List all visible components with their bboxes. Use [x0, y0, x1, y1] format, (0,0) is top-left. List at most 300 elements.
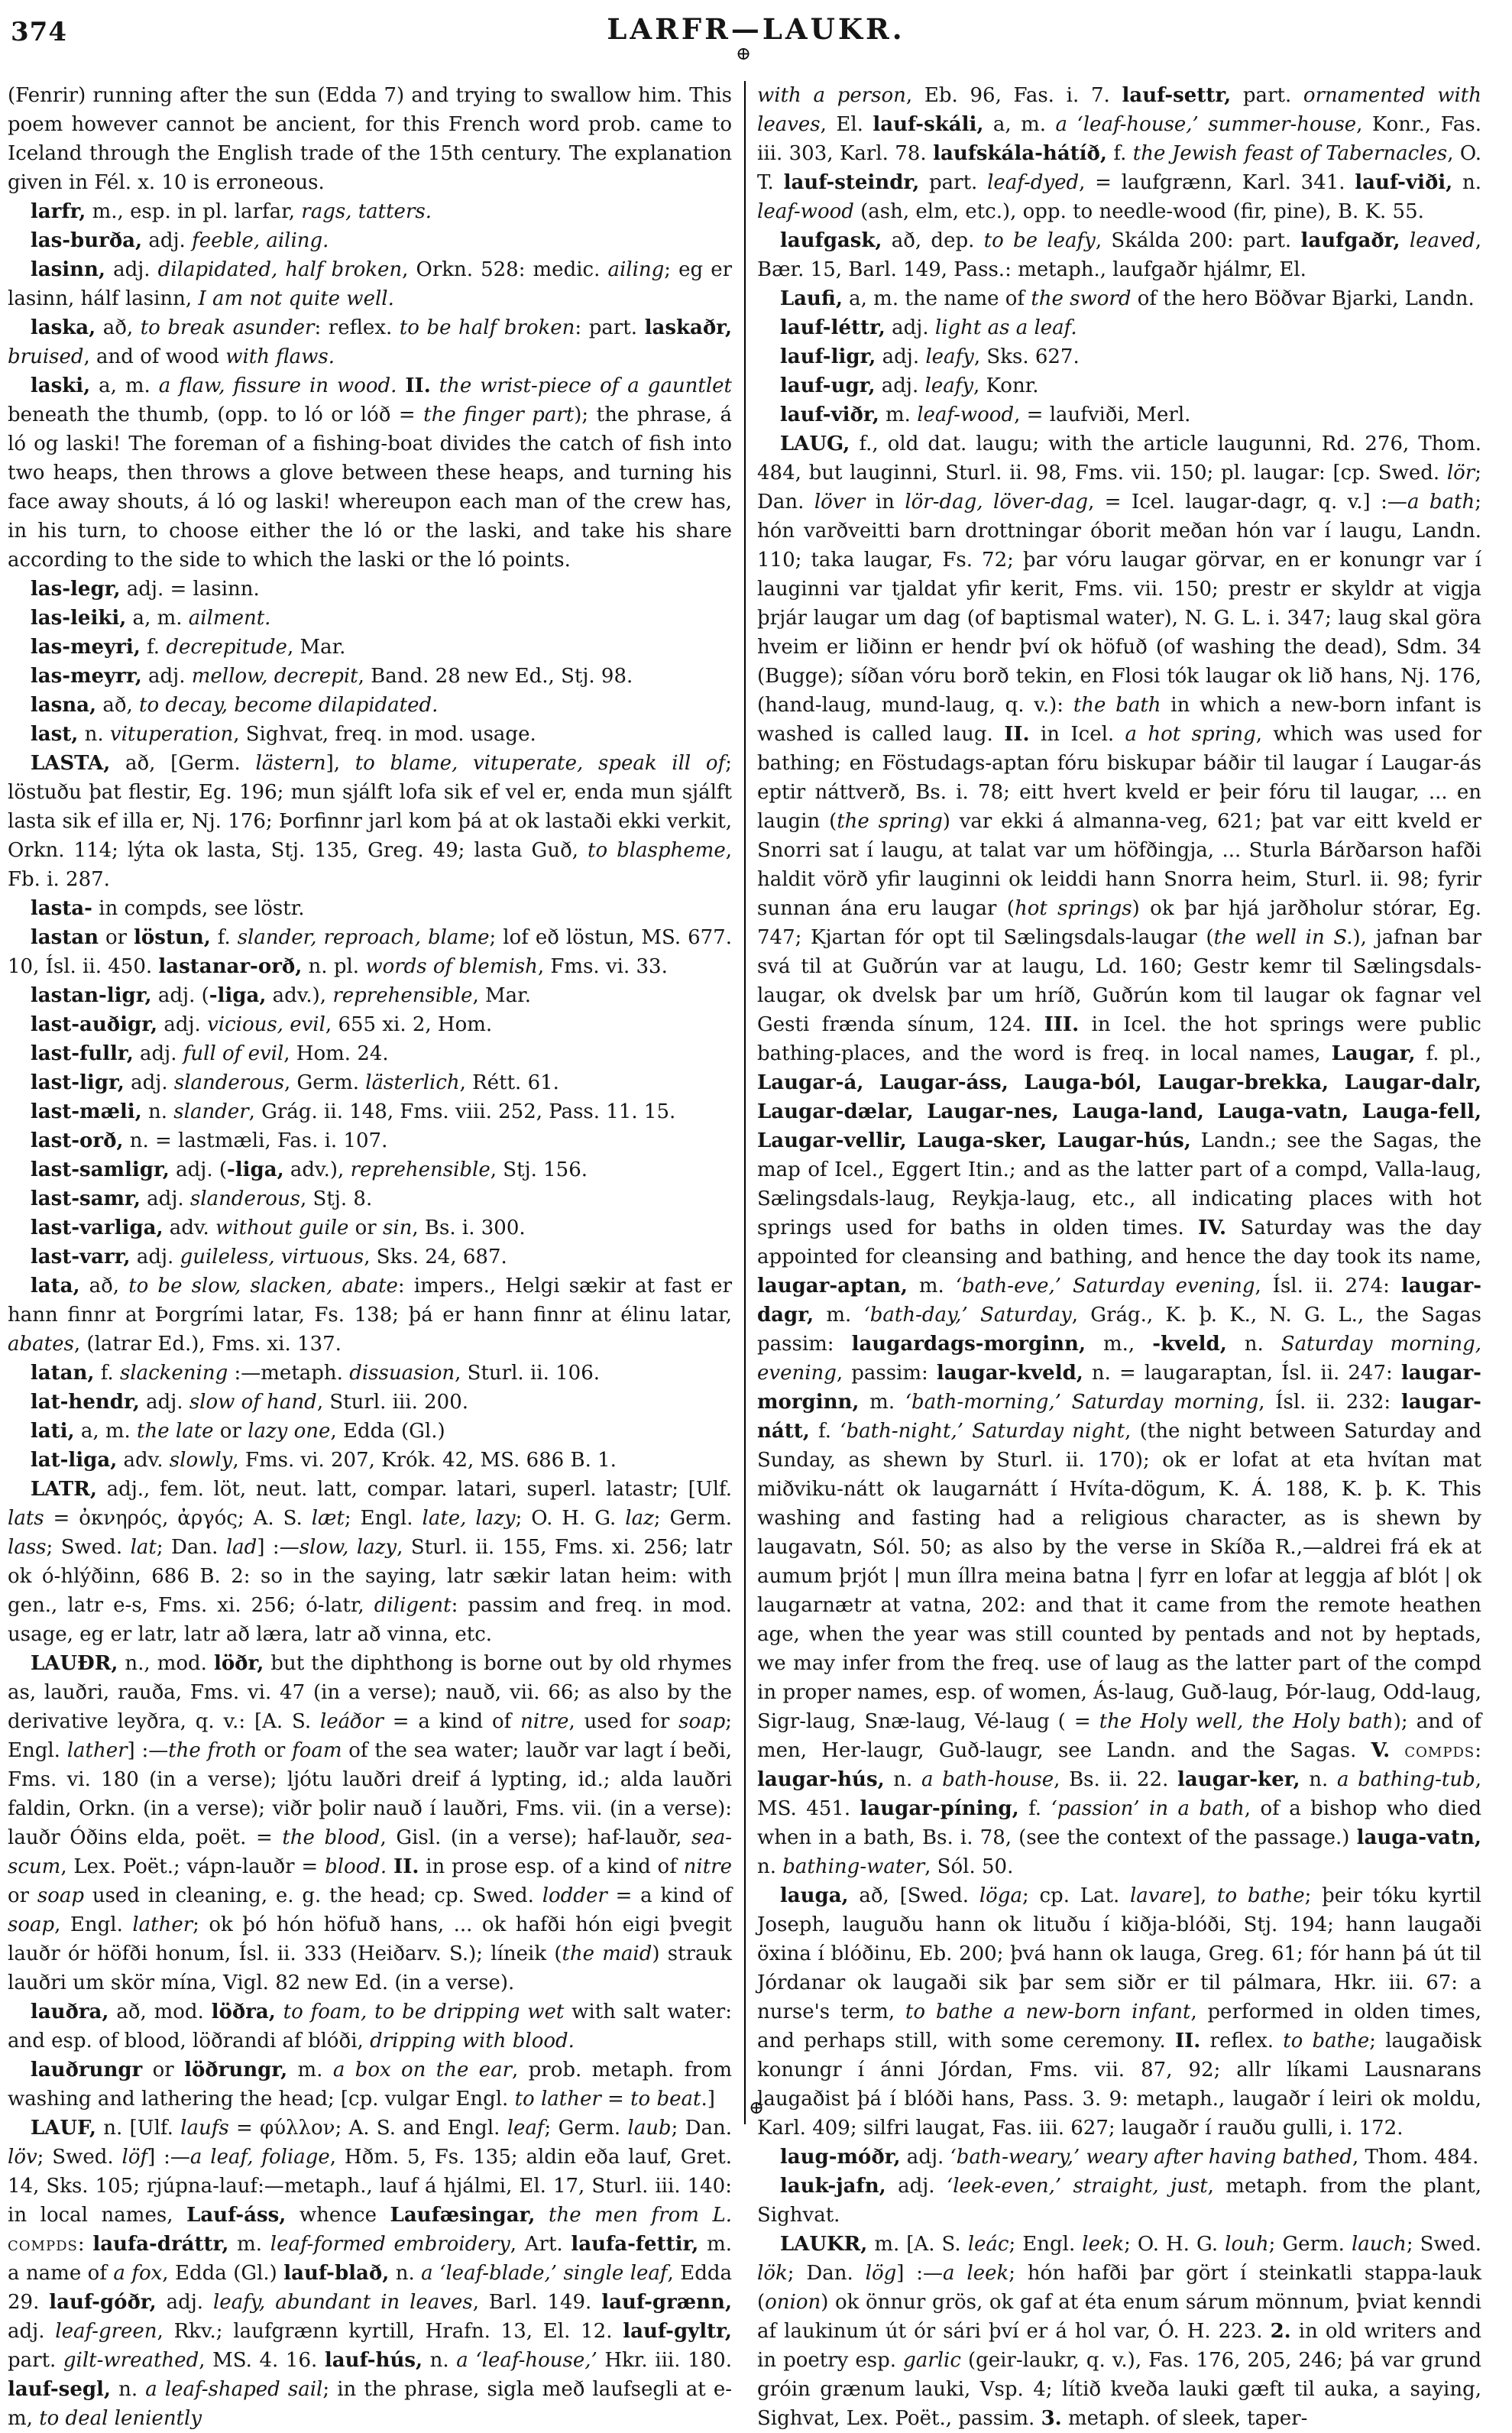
dictionary-entry [8, 691, 732, 720]
entry-text: að, [96, 694, 140, 717]
entry-text: the well in S. [1213, 926, 1353, 949]
entry-text: leafy, abundant in leaves [212, 2291, 473, 2314]
entry-text: to deal leniently [39, 2407, 202, 2430]
entry-text: compds [1404, 1739, 1475, 1762]
entry-text: slander, reproach, blame [237, 926, 490, 949]
dictionary-entry [757, 81, 1481, 226]
entry-text: ; Engl. [344, 1507, 423, 1530]
headword-text: laugar-morginn, [757, 1362, 1481, 1414]
headword-text: lastan-ligr, [30, 984, 152, 1007]
entry-text: , Stj. 8. [300, 1187, 373, 1210]
entry-text: f. [140, 636, 167, 659]
entry-text: n. [884, 1768, 921, 1791]
entry-text: ; Swed. [46, 1536, 131, 1559]
entry-text: the late [137, 1420, 214, 1443]
entry-text: lass [8, 1536, 47, 1559]
entry-text: the sword [1031, 287, 1132, 310]
dictionary-entry [8, 749, 732, 894]
headword-text: lati, [30, 1420, 75, 1443]
entry-text: part. [919, 171, 988, 194]
dictionary-entry [757, 371, 1481, 400]
entry-text: , Hðm. 5, Fs. 135; aldin eða lauf, Gret. 14, Sks. 105; rjúpna-lauf:—metaph., lauf á hjálmi, El. 17, Sturl. iii. 140: in local names, [8, 2146, 732, 2227]
headword-text: las-meyri, [30, 636, 141, 659]
dictionary-entry [8, 81, 732, 197]
headword-text: II. [1004, 723, 1030, 746]
headword-text: Lauf-áss, [186, 2204, 287, 2227]
headword-text: larfr, [30, 200, 86, 223]
entry-text: rags, tatters. [301, 200, 432, 223]
entry-text: að, [Germ. [110, 752, 256, 775]
entry-text: a, m. [90, 374, 159, 397]
entry-text: n., mod. [118, 1652, 214, 1675]
entry-text: , metaph. from the plant, Sighvat. [757, 2175, 1481, 2227]
entry-text: slanderous [189, 1187, 301, 1210]
headword-text: lauf-grænn, [601, 2291, 732, 2314]
entry-text: adj. [900, 2146, 950, 2169]
entry-text: n. pl. [302, 955, 366, 978]
entry-text: , Sks. 627. [973, 345, 1080, 368]
entry-text: lästern [255, 752, 326, 775]
entry-text: adj. [142, 229, 193, 252]
entry-text: að, [96, 316, 141, 339]
entry-text: words of blemish [365, 955, 538, 978]
headword-text: löðra, [211, 2001, 276, 2023]
entry-text: a leaf-shaped sail [145, 2378, 323, 2401]
entry-text: ‘bath-day,’ Saturday [863, 1304, 1072, 1327]
entry-text: ; Swed. [37, 2146, 122, 2169]
entry-text: onion [765, 2291, 821, 2314]
dictionary-entry [8, 1097, 732, 1126]
entry-text: or [213, 1420, 248, 1443]
entry-text: dilapidated, half broken [157, 258, 403, 281]
entry-text: leaved [1409, 229, 1475, 252]
entry-text: m. [287, 2059, 333, 2081]
headword-text: laug-móðr, [779, 2146, 901, 2169]
entry-text: or [348, 1216, 383, 1239]
dictionary-entry [8, 313, 732, 371]
entry-text: leafy [925, 345, 974, 368]
headword-text: lauf-gyltr, [623, 2320, 732, 2343]
entry-text: ‘passion’ in a bath [1051, 1797, 1245, 1820]
entry-text: , Ísl. ii. 274: [1255, 1275, 1401, 1297]
entry-text: (ash, elm, etc.), opp. to needle-wood (fir, pine), B. K. 55. [853, 200, 1424, 223]
entry-text: , Gisl. (in a verse); haf-lauðr, [380, 1826, 691, 1849]
headword-text: LASTA, [30, 752, 111, 775]
entry-text: læt [311, 1507, 345, 1530]
entry-text: laz [625, 1507, 654, 1530]
entry-text: m., [1086, 1333, 1153, 1356]
entry-text: , performed in olden times, and perhaps still, with some ceremony. [757, 2001, 1481, 2052]
printer-mark-icon: ⊕ [749, 2097, 765, 2118]
entry-text: n. [1300, 1768, 1337, 1791]
entry-text: ; in the phrase, sigla með laufsegli at e-m, [8, 2378, 732, 2430]
headword-text: lauga, [779, 1884, 849, 1907]
headword-text: lauf-steindr, [783, 171, 920, 194]
entry-text: , Grág., K. þ. K., N. G. L., the Sagas passim: [757, 1304, 1481, 1356]
entry-text: , Ísl. ii. 232: [1258, 1391, 1401, 1414]
entry-text: abates [8, 1333, 74, 1356]
headword-text: lauga-vatn, [1356, 1826, 1481, 1849]
headword-text: LAUF, [30, 2117, 96, 2140]
entry-text: with flaws. [225, 345, 335, 368]
entry-text: löv [8, 2146, 37, 2169]
entry-text: að, mod. [108, 2001, 212, 2023]
headword-text: last-orð, [30, 1129, 124, 1152]
headword-text: laskaðr, [644, 316, 733, 339]
entry-text: , passim: [836, 1362, 937, 1385]
page-header [0, 12, 1512, 58]
entry-text: , Sks. 24, 687. [364, 1246, 507, 1268]
entry-text: , Edda (Gl.) [162, 2262, 284, 2285]
entry-text: m. [859, 1391, 905, 1414]
entry-text [1400, 229, 1410, 252]
entry-text: metaph. of sleek, taper- [1061, 2407, 1308, 2430]
headword-text: last-varliga, [30, 1216, 164, 1239]
dictionary-entry [8, 1039, 732, 1068]
headword-text: laugar-aptan, [757, 1275, 908, 1297]
entry-text: ); and of men, Her-laugr, Guð-laugr, see Landn. and the Sagas. [757, 1710, 1481, 1762]
entry-text: , Band. 28 new Ed., Stj. 98. [358, 665, 633, 688]
entry-text: adj. [8, 2320, 56, 2343]
entry-text: , which was used for bathing; en Föstudags-aptan fóru biskupar báðir til laugar í Laugar-ás eptir náttverð, Bs. i. 78; eitt hvert kveld er þeir fóru til laugar, ... en laugin ( [757, 723, 1481, 833]
entry-text: a, m. [983, 113, 1056, 136]
entry-text: to blaspheme [588, 839, 726, 862]
entry-text: , MS. 451. [757, 1768, 1482, 1820]
entry-text: reflex. [1200, 2030, 1284, 2052]
headword-text: lauðrungr [30, 2059, 143, 2081]
headword-text: last-samligr, [30, 1158, 170, 1181]
headword-text: lauf-ugr, [779, 374, 876, 397]
headword-text: lauf-settr, [1122, 84, 1232, 107]
entry-text: , Germ. [283, 1071, 366, 1094]
entry-text: the Holy well, the Holy bath [1099, 1710, 1394, 1733]
entry-text: : [1475, 1739, 1481, 1762]
entry-text: , Edda 29. [8, 2262, 733, 2314]
entry-text: part. [1231, 84, 1303, 107]
entry-text: ; Engl. [1009, 2233, 1083, 2256]
entry-text: adv. [117, 1449, 170, 1472]
entry-text: m. [879, 403, 918, 426]
headword-text: laugardags-morginn, [851, 1333, 1086, 1356]
headword-text: las-burða, [30, 229, 143, 252]
entry-text: soap [37, 1884, 85, 1907]
entry-text: = φύλλον; A. S. and Engl. [228, 2117, 507, 2140]
entry-text: gilt-wreathed [63, 2349, 199, 2372]
entry-text: the spring [837, 810, 943, 833]
entry-text: reprehensible [332, 984, 473, 1007]
headword-text: LAUKR, [779, 2233, 868, 2256]
headword-text: lasta- [30, 897, 92, 920]
entry-text: , Konr. [973, 374, 1039, 397]
dictionary-entry [8, 604, 732, 633]
entry-text: , Konr., Fas. iii. 303, Karl. 78. [757, 113, 1481, 165]
entry-text: to bathe [1283, 2030, 1370, 2052]
dictionary-entry [8, 226, 732, 255]
entry-text: a box on the ear [332, 2059, 513, 2081]
headword-text: löðrungr, [184, 2059, 288, 2081]
headword-text: lauf-blað, [283, 2262, 390, 2285]
headword-text: laugar-ker, [1177, 1768, 1300, 1791]
entry-text: ), jafnan bar svá til at Guðrún var at laugu, Ld. 160; Gestr kemr til Sælingsdals-laugar, ok dvelsk þar um hríð, Guðrún kom til laugar ok fagnar vel Gesti frænda sínum, 124. [757, 926, 1481, 1036]
headword-text: -liga, [209, 984, 267, 1007]
entry-text: a hot spring [1125, 723, 1256, 746]
entry-text: löf [121, 2146, 148, 2169]
entry-text: ornamented with leaves [757, 84, 1481, 136]
entry-text: of the sea water; lauðr var lagt í beði, Fms. vi. 180 (in a verse); ljótu lauðri dreif á lypting, id.; alda lauðri faldin, Orkn. (in a verse); viðr þolir nauð í lauðri, Fms. vii. (in a verse): lauðr Óðins elda, poët. = [8, 1739, 732, 1849]
entry-text: adj. [886, 2175, 947, 2198]
dictionary-entry [8, 575, 732, 604]
entry-text: louh [1225, 2233, 1269, 2256]
dictionary-entry [8, 1242, 732, 1272]
entry-text: lästerlich [365, 1071, 460, 1094]
headword-text: laufskála-hátíð, [933, 142, 1107, 165]
entry-text: , Barl. 149. [472, 2291, 602, 2314]
entry-text: full of evil [183, 1042, 284, 1065]
entry-text: ; Germ. [544, 2117, 628, 2140]
entry-text: , = laufviði, Merl. [1014, 403, 1191, 426]
headword-text: II. [405, 374, 431, 397]
entry-text: or [99, 926, 134, 949]
entry-text: , Bs. i. 300. [412, 1216, 526, 1239]
entry-text: f. [1106, 142, 1133, 165]
entry-text: Saturday morning, evening [757, 1333, 1482, 1385]
entry-text: or [8, 1884, 37, 1907]
entry-text [397, 374, 405, 397]
entry-text: adv.), [283, 1158, 351, 1181]
entry-text: n. [423, 2349, 457, 2372]
entry-text: soap [8, 1913, 55, 1936]
entry-text: , Fms. vi. 207, Krók. 42, MS. 686 B. 1. [232, 1449, 617, 1472]
entry-text: garlic [903, 2349, 961, 2372]
entry-text: lör-dag, löver-dag [905, 491, 1089, 513]
headword-text: Laugar, [1331, 1042, 1416, 1065]
dictionary-entry [757, 2143, 1481, 2172]
entry-text: a, m. [126, 607, 189, 630]
entry-text: , Orkn. 528: medic. [402, 258, 608, 281]
dictionary-entry [8, 1010, 732, 1039]
headword-text: lauðra, [30, 2001, 109, 2023]
entry-text: to bathe a new-born infant [905, 2001, 1191, 2023]
dictionary-entry [757, 313, 1481, 342]
headword-text: lastanar-orð, [158, 955, 303, 978]
dictionary-entry [8, 371, 732, 575]
entry-text: , Lex. Poët.; vápn-lauðr = [60, 1855, 325, 1878]
dictionary-entry [8, 981, 732, 1010]
entry-text: reprehensible [350, 1158, 491, 1181]
entry-text [431, 374, 439, 397]
entry-text: laufs [180, 2117, 229, 2140]
entry-text: f. [94, 1362, 120, 1385]
entry-text: , Mar. [287, 636, 346, 659]
entry-text: : passim and freq. in mod. usage, eg er latr, latr að læra, latr að vinna, etc. [8, 1594, 732, 1646]
entry-text: Hkr. iii. 180. [597, 2349, 732, 2372]
headword-text: LAUG, [779, 432, 850, 455]
entry-text: :—metaph. [228, 1362, 350, 1385]
entry-text: leáðor [319, 1710, 384, 1733]
entry-text: m. [907, 1275, 956, 1297]
entry-text: ; lof eð löstun, MS. 677. 10, Ísl. ii. 450. [8, 926, 732, 978]
dictionary-entry [757, 429, 1481, 1881]
entry-text: a ‘leaf-house,’ summer-house [1055, 113, 1357, 136]
entry-text: in compds, see löstr. [92, 897, 305, 920]
entry-text: n. = laugaraptan, Ísl. ii. 247: [1083, 1362, 1401, 1385]
entry-text: að, [Swed. [848, 1884, 979, 1907]
entry-text: lök [757, 2262, 788, 2285]
entry-text: slander [173, 1100, 249, 1123]
entry-text: slackening [119, 1362, 228, 1385]
entry-text: , (latrar Ed.), Fms. xi. 137. [73, 1333, 342, 1356]
entry-text: , Grág. ii. 148, Fms. viii. 252, Pass. 11. 15. [248, 1100, 676, 1123]
headword-text: laufgaðr, [1300, 229, 1400, 252]
entry-text: , Skálda 200: part. [1095, 229, 1301, 252]
headword-text: lauf-skáli, [873, 113, 984, 136]
headword-text: löstun, [134, 926, 211, 949]
entry-text: , of a bishop who died when in a bath, Bs. i. 78, (see the context of the passage.) [757, 1797, 1481, 1849]
headword-text: laufa-fettir, [571, 2233, 699, 2256]
headword-text: lauf-ligr, [779, 345, 876, 368]
headword-text: Laufæsingar, [390, 2204, 536, 2227]
entry-text: hot springs [1014, 897, 1132, 920]
headword-text: lastan [30, 926, 99, 949]
headword-text: laska, [30, 316, 96, 339]
entry-text: , Hom. 24. [283, 1042, 389, 1065]
entry-text: adv. [163, 1216, 216, 1239]
entry-text: adj. ( [151, 984, 209, 1007]
entry-text: in [865, 491, 905, 513]
entry-text: ; Dan. [757, 462, 1481, 513]
entry-text: the finger part [423, 403, 575, 426]
entry-text: adj. ( [169, 1158, 227, 1181]
headword-text: last, [30, 723, 79, 746]
dictionary-entry [8, 1213, 732, 1242]
entry-text: compds [8, 2233, 78, 2256]
entry-text: , Sturl. iii. 200. [316, 1391, 469, 1414]
entry-text: in old writers and in poetry esp. [757, 2320, 1481, 2372]
headword-text: last-mæli, [30, 1100, 142, 1123]
entry-text: f. [210, 926, 238, 949]
dictionary-entry [8, 1446, 732, 1475]
entry-text: = a kind of [607, 1884, 732, 1907]
entry-text: vicious, evil [207, 1013, 325, 1036]
dictionary-entry [757, 342, 1481, 371]
entry-text: but the diphthong is borne out by old rhymes as, lauðri, rauða, Fms. vi. 47 (in a verse); nauð, vii. 66; as also by the derivative leyðra, q. v.: [A. S. [8, 1652, 732, 1733]
dictionary-entry [8, 633, 732, 662]
dictionary-entry [8, 2056, 732, 2114]
entry-text: whence [286, 2204, 390, 2227]
entry-text: ] :— [147, 2146, 190, 2169]
entry-text: að, dep. [882, 229, 984, 252]
entry-text: slow, lazy [299, 1536, 397, 1559]
dictionary-entry [757, 2230, 1481, 2433]
entry-text: , Rétt. 61. [459, 1071, 559, 1094]
headword-text: last-ligr, [30, 1071, 125, 1094]
entry-text: to be half broken [399, 316, 575, 339]
entry-text: m. [228, 2233, 270, 2256]
headword-text: lat-liga, [30, 1449, 118, 1472]
headword-text: lauf-segl, [8, 2378, 111, 2401]
entry-text: with salt water: and esp. of blood, löðrandi af blóði, [8, 2001, 732, 2052]
headword-text: Laufi, [779, 287, 843, 310]
entry-text: ‘bath-night,’ Saturday night [840, 1420, 1125, 1443]
entry-text: to blame, vituperate, speak ill of [355, 752, 726, 775]
headword-text: lasinn, [30, 258, 105, 281]
entry-text: ] :— [257, 1536, 299, 1559]
entry-text: , = Icel. laugar-dagr, q. v.] :— [1088, 491, 1407, 513]
entry-text: nitre [683, 1855, 732, 1878]
entry-text: : part. [575, 316, 645, 339]
headword-text: latan, [30, 1362, 95, 1385]
column-left [8, 81, 733, 2430]
entry-text: foam [292, 1739, 342, 1762]
entry-text: : impers., Helgi sækir at fast er hann finnr at Þorgrími latar, Fs. 138; þá er hann finnr at élinu latar, [8, 1275, 732, 1327]
entry-text: adj. [875, 374, 925, 397]
printer-mark-icon: ⊕ [736, 43, 752, 64]
entry-text: adj. [157, 1013, 208, 1036]
entry-text: ; þeir tóku kyrtil Joseph, lauguðu hann ok lituðu í kiðja-blóði, Stj. 194; hann laugaði öxina í blóðinu, Eb. 200; þvá hann ok lauga, Greg. 61; fór hann þá út til Jórdanar ok laugaði sik þar sem siðr er til pálmara, Hkr. iii. 67: a nurse's term, [757, 1884, 1481, 2023]
entry-text: ; Germ. [1268, 2233, 1352, 2256]
entry-text: the froth [168, 1739, 257, 1762]
entry-text: n. = lastmæli, Fas. i. 107. [123, 1129, 388, 1152]
entry-text: , O. T. [757, 142, 1481, 194]
entry-text: lauch [1351, 2233, 1407, 2256]
headword-text: lauf-góðr, [49, 2291, 157, 2314]
entry-text: dissuasion [349, 1362, 455, 1385]
headword-text: last-samr, [30, 1187, 141, 1210]
entry-text: , Sturl. ii. 106. [455, 1362, 600, 1385]
entry-text: used in cleaning, e. g. the head; cp. Swed. [84, 1884, 542, 1907]
headword-text: last-varr, [30, 1246, 131, 1268]
entry-text: , Rkv.; laufgrænn kyrtill, Hrafn. 13, El. 12. [157, 2320, 623, 2343]
entry-text: adj. [105, 258, 158, 281]
headword-text: laski, [30, 374, 91, 397]
entry-text: (geir-laukr, q. v.), Fas. 176, 205, 246; þá var grund gróin grænum lauki, Vsp. 4; lítið kveða lauki gæft til auka, a saying, Sighvat, Lex. Poët., passim. [757, 2349, 1481, 2430]
dictionary-entry [757, 226, 1481, 284]
entry-text: n. [1226, 1333, 1281, 1356]
entry-text: ; Engl. [8, 1710, 733, 1762]
dictionary-entry [8, 1155, 732, 1184]
entry-text: feeble, ailing. [192, 229, 329, 252]
entry-text: in Icel. the hot springs were public bathing-places, and the word is freq. in local names, [757, 1013, 1481, 1065]
page-title: LARFR—LAUKR. [607, 12, 905, 46]
headword-text: -liga, [227, 1158, 284, 1181]
entry-text: lather [66, 1739, 128, 1762]
entry-text: leaf [507, 2117, 545, 2140]
dictionary-entry [8, 255, 732, 313]
entry-text: , Edda (Gl.) [330, 1420, 445, 1443]
entry-text: : [77, 2233, 93, 2256]
entry-text: leaf-wood [757, 200, 854, 223]
headword-text: lata, [30, 1275, 80, 1297]
entry-text: , Eb. 96, Fas. i. 7. [905, 84, 1122, 107]
entry-text: ; cp. Lat. [1021, 1884, 1130, 1907]
entry-text: a ‘leaf-house,’ [456, 2349, 597, 2372]
entry-text: að, [79, 1275, 129, 1297]
entry-text: ; laugaðisk konungr í ánni Jórdan, Fms. vii. 87, 92; allr líkami Lausnarans laugaðist þá í blóði hans, Pass. 3. 9: metaph., laugaðr í leiri ok moldu, Karl. 409; silfri laugat, Fas. iii. 627; laugaðr í rauðu gulli, i. 172. [757, 2030, 1482, 2140]
entry-text: a, m. the name of [842, 287, 1031, 310]
entry-text: ; ok þó hón höfuð hans, ... ok hafði hón eigi þvegit lauðr ór höfði honum, Ísl. ii. 333 (Heiðarv. S.); líneik ( [8, 1913, 732, 1965]
headword-text: Laugar-á, Laugar-áss, Lauga-ból, Laugar-brekka, Laugar-dalr, Laugar-dælar, Laugar-nes, Lauga-land, Lauga-vatn, Lauga-fell, Laugar-vellir, Lauga-sker, Laugar-hús, [757, 1071, 1481, 1152]
entry-text: leaf-wood [917, 403, 1015, 426]
entry-text: , Mar. [472, 984, 531, 1007]
entry-text: lavare [1129, 1884, 1193, 1907]
entry-text: a ‘leaf-blade,’ single leaf [421, 2262, 668, 2285]
entry-text: , Stj. 156. [490, 1158, 588, 1181]
headword-text: laugar-píning, [860, 1797, 1019, 1820]
headword-text: lat-hendr, [30, 1391, 140, 1414]
entry-text: laub [627, 2117, 672, 2140]
dictionary-entry [8, 2114, 732, 2433]
dictionary-entry [8, 197, 732, 226]
